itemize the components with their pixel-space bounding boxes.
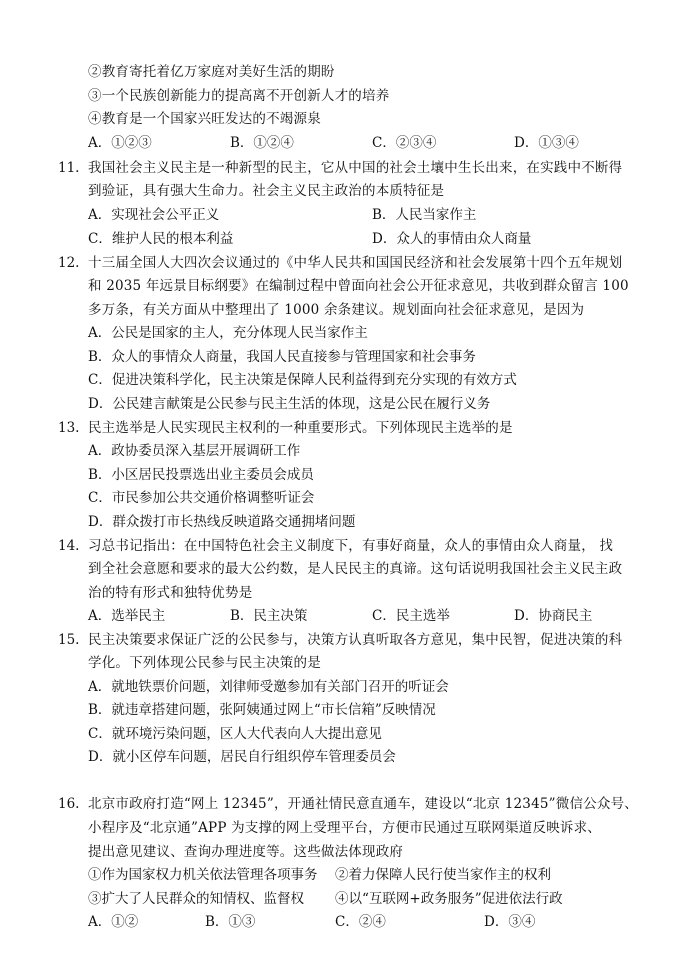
q16-option-b: B．①③	[205, 914, 256, 930]
q16-option-c: C．②④	[335, 914, 386, 930]
q11-option-b: B．人民当家作主	[372, 207, 477, 223]
q14-stem-line-1: 习总书记指出：在中国特色社会主义制度下，有事好商量，众人的事情由众人商量， 找	[88, 538, 614, 554]
q11-option-a: A．实现社会公平正义	[88, 207, 220, 223]
q12-number: 12.	[58, 255, 80, 271]
q12-option-a: A．公民是国家的主人，充分体现人民当家作主	[88, 325, 368, 341]
q16-statement-4: ④以“互联网+政务服务”促进依法行政	[335, 891, 563, 907]
q10-option-c: C．②③④	[372, 135, 437, 151]
q13-stem-line-1: 民主选举是人民实现民主权利的一种重要形式。下列体现民主选举的是	[88, 420, 513, 436]
q14-stem-line-2: 到全社会意愿和要求的最大公约数，是人民民主的真谛。这句话说明我国社会主义民主政	[88, 561, 623, 577]
q16-statement-3: ③扩大了人民群众的知情权、监督权	[88, 891, 304, 907]
q15-number: 15.	[58, 632, 80, 648]
q15-option-d: D．就小区停车问题，居民自行组织停车管理委员会	[88, 749, 396, 765]
q11-stem-line-2: 到验证，具有强大生命力。社会主义民主政治的本质特征是	[88, 183, 445, 199]
q13-number: 13.	[58, 420, 80, 436]
q14-number: 14.	[58, 538, 80, 554]
q10-option-d: D．①③④	[514, 135, 579, 151]
q14-option-b: B．民主决策	[230, 608, 308, 624]
q11-option-d: D．众人的事情由众人商量	[372, 231, 532, 247]
q16-option-a: A．①②	[88, 914, 139, 930]
q15-option-a: A．就地铁票价问题，刘律师受邀参加有关部门召开的听证会	[88, 679, 449, 695]
q12-stem-line-2: 和 2035 年远景目标纲要》在编制过程中曾面向社会公开征求意见，共收到群众留言 100	[88, 278, 629, 294]
q12-option-d: D．公民建言献策是公民参与民主生活的体现，这是公民在履行义务	[88, 396, 491, 412]
q16-statement-2: ②着力保障人民行使当家作主的权利	[335, 867, 551, 883]
q14-option-d: D．协商民主	[514, 608, 593, 624]
q16-stem-line-3: 提出意见建议、查询办理进度等。这些做法体现政府	[88, 844, 404, 860]
q14-option-c: C．民主选举	[372, 608, 450, 624]
q15-option-c: C．就环境污染问题，区人大代表向人大提出意见	[88, 726, 382, 742]
q14-stem-line-3: 治的特有形式和独特优势是	[88, 585, 253, 601]
q15-stem-line-1: 民主决策要求保证广泛的公民参与，决策方认真听取各方意见，集中民智，促进决策的科	[88, 632, 623, 648]
q15-option-b: B．就违章搭建问题，张阿姨通过网上“市长信箱”反映情况	[88, 702, 436, 718]
q12-option-c: C．促进决策科学化，民主决策是保障人民利益得到充分实现的有效方式	[88, 372, 517, 388]
q11-option-c: C．维护人民的根本利益	[88, 231, 234, 247]
q10-statement-2: ②教育寄托着亿万家庭对美好生活的期盼	[88, 64, 335, 80]
q16-stem-line-2: 小程序及“北京通”APP 为支撑的网上受理平台，方便市民通过互联网渠道反映诉求、	[88, 820, 602, 836]
q10-statement-3: ③一个民族创新能力的提高离不开创新人才的培养	[88, 88, 390, 104]
q13-option-b: B．小区居民投票选出业主委员会成员	[88, 467, 314, 483]
q12-stem-line-3: 多万条，有关方面从中整理出了 1000 余条建议。规划面向社会征求意见，是因为	[88, 302, 585, 318]
q12-stem-line-1: 十三届全国人大四次会议通过的《中华人民共和国国民经济和社会发展第十四个五年规划	[88, 255, 623, 271]
q16-stem-line-1: 北京市政府打造“网上 12345”，开通社情民意直通车，建设以“北京 12345”微信公众号、	[88, 796, 638, 812]
q12-option-b: B．众人的事情众人商量，我国人民直接参与管理国家和社会事务	[88, 349, 476, 365]
q16-statement-1: ①作为国家权力机关依法管理各项事务	[88, 867, 318, 883]
q13-option-d: D．群众拨打市长热线反映道路交通拥堵问题	[88, 514, 356, 530]
q11-stem-line-1: 我国社会主义民主是一种新型的民主，它从中国的社会土壤中生长出来，在实践中不断得	[88, 160, 623, 176]
q11-number: 11.	[58, 160, 80, 176]
q13-option-a: A．政协委员深入基层开展调研工作	[88, 443, 301, 459]
q14-option-a: A．选举民主	[88, 608, 166, 624]
q13-option-c: C．市民参加公共交通价格调整听证会	[88, 490, 315, 506]
q16-number: 16.	[58, 796, 80, 812]
q16-option-d: D．③④	[484, 914, 536, 930]
q10-statement-4: ④教育是一个国家兴旺发达的不竭源泉	[88, 111, 321, 127]
q10-option-a: A．①②③	[88, 135, 152, 151]
q10-option-b: B．①②④	[230, 135, 294, 151]
q15-stem-line-2: 学化。下列体现公民参与民主决策的是	[88, 655, 321, 671]
